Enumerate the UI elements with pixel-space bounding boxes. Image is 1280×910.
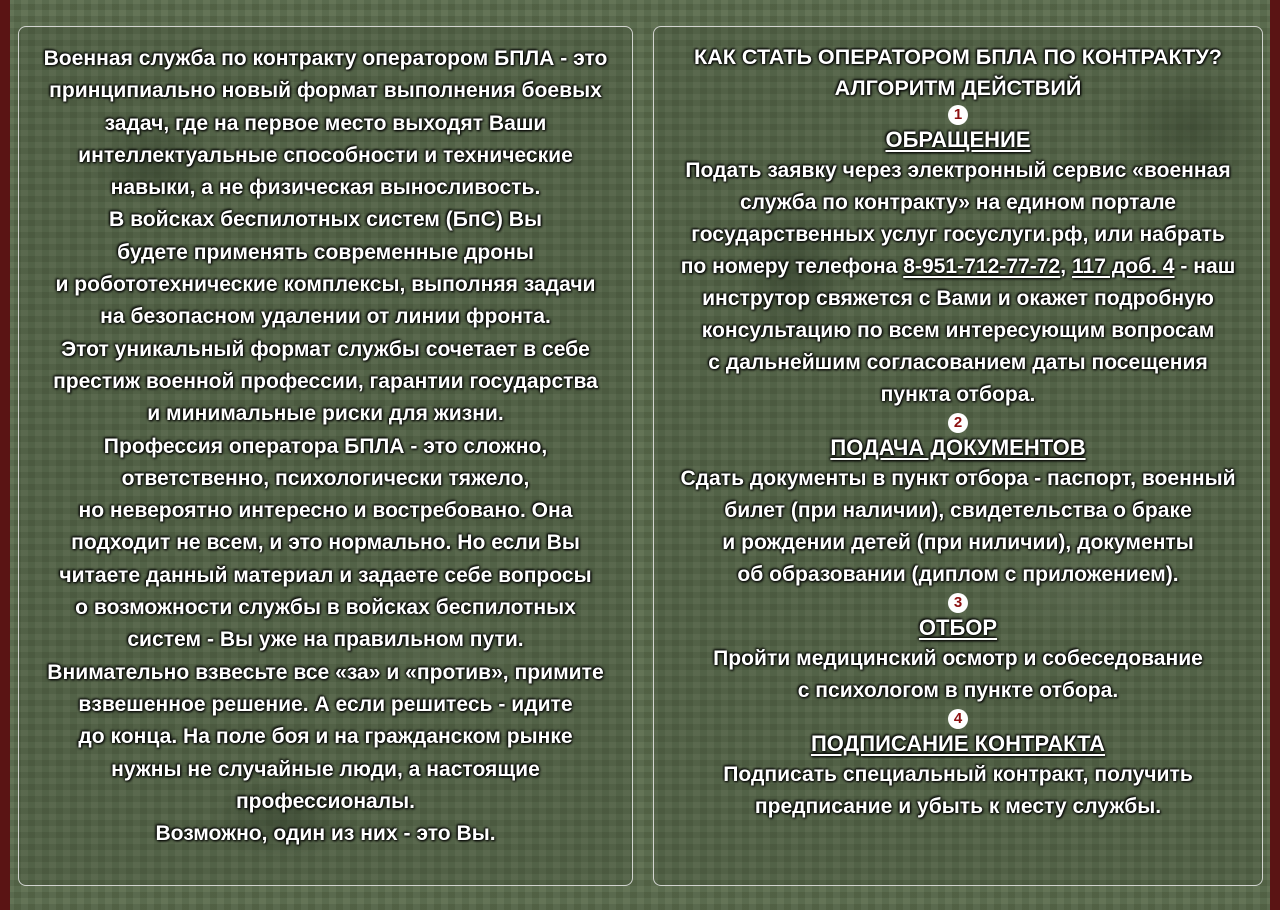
step-1-title: ОБРАЩЕНИЕ bbox=[885, 127, 1031, 152]
left-line: нужны не случайные люди, а настоящие bbox=[111, 757, 540, 781]
step-line: Подать заявку через электронный сервис «военная bbox=[685, 159, 1231, 182]
step-3-text bbox=[654, 643, 1262, 707]
step-3-number-badge: 3 bbox=[948, 593, 968, 613]
left-line: до конца. На поле боя и на гражданском рынке bbox=[78, 725, 573, 749]
left-line: ответственно, психологически тяжело, bbox=[121, 466, 530, 490]
step-line: с дальнейшим согласованием даты посещения bbox=[708, 351, 1208, 374]
left-line: читаете данный материал и задаете себе вопросы bbox=[59, 563, 592, 587]
phone-suffix: - наш bbox=[1174, 255, 1236, 278]
phone-separator: , bbox=[1060, 255, 1072, 278]
step-4-text bbox=[654, 759, 1262, 823]
phone-number-link[interactable]: 8-951-712-77-72 bbox=[903, 255, 1061, 278]
step-line: государственных услуг госуслуги.рф, или набрать bbox=[691, 223, 1225, 246]
left-line: Внимательно взвесьте все «за» и «против», примите bbox=[47, 660, 604, 684]
step-4-title: ПОДПИСАНИЕ КОНТРАКТА bbox=[810, 731, 1106, 756]
left-line: Военная служба по контракту оператором БПЛА - это bbox=[43, 47, 608, 70]
left-line: и минимальные риски для жизни. bbox=[147, 402, 504, 426]
left-line: престиж военной профессии, гарантии государства bbox=[53, 369, 598, 393]
step-line: и рождении детей (при ниличии), документы bbox=[722, 531, 1194, 554]
step-line: Сдать документы в пункт отбора - паспорт, военный bbox=[680, 467, 1236, 490]
phone-extension-link[interactable]: 117 доб. 4 bbox=[1071, 255, 1175, 278]
phone-prefix: по номеру телефона bbox=[680, 255, 904, 278]
step-1-number-badge: 1 bbox=[948, 105, 968, 125]
step-line: об образовании (диплом с приложением). bbox=[737, 563, 1179, 586]
left-line: Этот уникальный формат службы сочетает в себе bbox=[61, 337, 590, 361]
left-info-text bbox=[19, 43, 632, 850]
left-line: профессионалы. bbox=[235, 789, 416, 813]
step-4-number-badge: 4 bbox=[948, 709, 968, 729]
heading-line: КАК СТАТЬ ОПЕРАТОРОМ БПЛА ПО КОНТРАКТУ? bbox=[694, 44, 1222, 69]
step-2-text bbox=[654, 463, 1262, 591]
left-line: навыки, а не физическая выносливость. bbox=[110, 176, 541, 200]
steps-content bbox=[654, 41, 1262, 823]
left-line: будете применять современные дроны bbox=[117, 240, 534, 264]
left-line: на безопасном удалении от линии фронта. bbox=[100, 305, 551, 329]
heading-line: АЛГОРИТМ ДЕЙСТВИЙ bbox=[834, 75, 1082, 100]
step-line: инструтор свяжется с Вами и окажет подробную bbox=[702, 287, 1214, 310]
step-line: служба по контракту» на едином портале bbox=[739, 191, 1177, 214]
left-info-panel bbox=[18, 26, 633, 886]
step-3-title: ОТБОР bbox=[918, 615, 998, 640]
left-line: интеллектуальные способности и технические bbox=[78, 143, 573, 167]
left-edge-stripe bbox=[0, 0, 10, 910]
step-2-title: ПОДАЧА ДОКУМЕНТОВ bbox=[830, 435, 1086, 460]
left-line: и робототехнические комплексы, выполняя задачи bbox=[55, 273, 596, 297]
right-edge-stripe bbox=[1270, 0, 1280, 910]
left-line: подходит не всем, и это нормально. Но если Вы bbox=[71, 531, 580, 555]
step-line: предписание и убыть к месту службы. bbox=[754, 795, 1162, 818]
step-line-phone bbox=[654, 251, 1262, 283]
step-line: пункта отбора. bbox=[880, 383, 1036, 406]
right-steps-panel bbox=[653, 26, 1263, 886]
left-line: взвешенное решение. А если решитесь - идите bbox=[78, 692, 573, 716]
left-line: принципиально новый формат выполнения боевых bbox=[49, 79, 602, 103]
step-line: Подписать специальный контракт, получить bbox=[723, 763, 1193, 786]
left-line: но невероятно интересно и востребовано. Она bbox=[78, 499, 573, 523]
step-line: Пройти медицинский осмотр и собеседование bbox=[713, 647, 1203, 670]
left-line: В войсках беспилотных систем (БпС) Вы bbox=[109, 208, 542, 232]
left-line: Возможно, один из них - это Вы. bbox=[155, 822, 496, 846]
steps-heading bbox=[654, 41, 1262, 103]
left-line: о возможности службы в войсках беспилотных bbox=[75, 596, 576, 620]
left-line: задач, где на первое место выходят Ваши bbox=[104, 111, 547, 135]
left-line: систем - Вы уже на правильном пути. bbox=[127, 628, 524, 652]
step-line: с психологом в пункте отбора. bbox=[797, 679, 1119, 702]
step-1-text bbox=[654, 155, 1262, 411]
step-2-number-badge: 2 bbox=[948, 413, 968, 433]
step-line: билет (при наличии), свидетельства о браке bbox=[724, 499, 1192, 522]
left-line: Профессия оператора БПЛА - это сложно, bbox=[103, 434, 548, 458]
step-line: консультацию по всем интересующим вопросам bbox=[701, 319, 1215, 342]
